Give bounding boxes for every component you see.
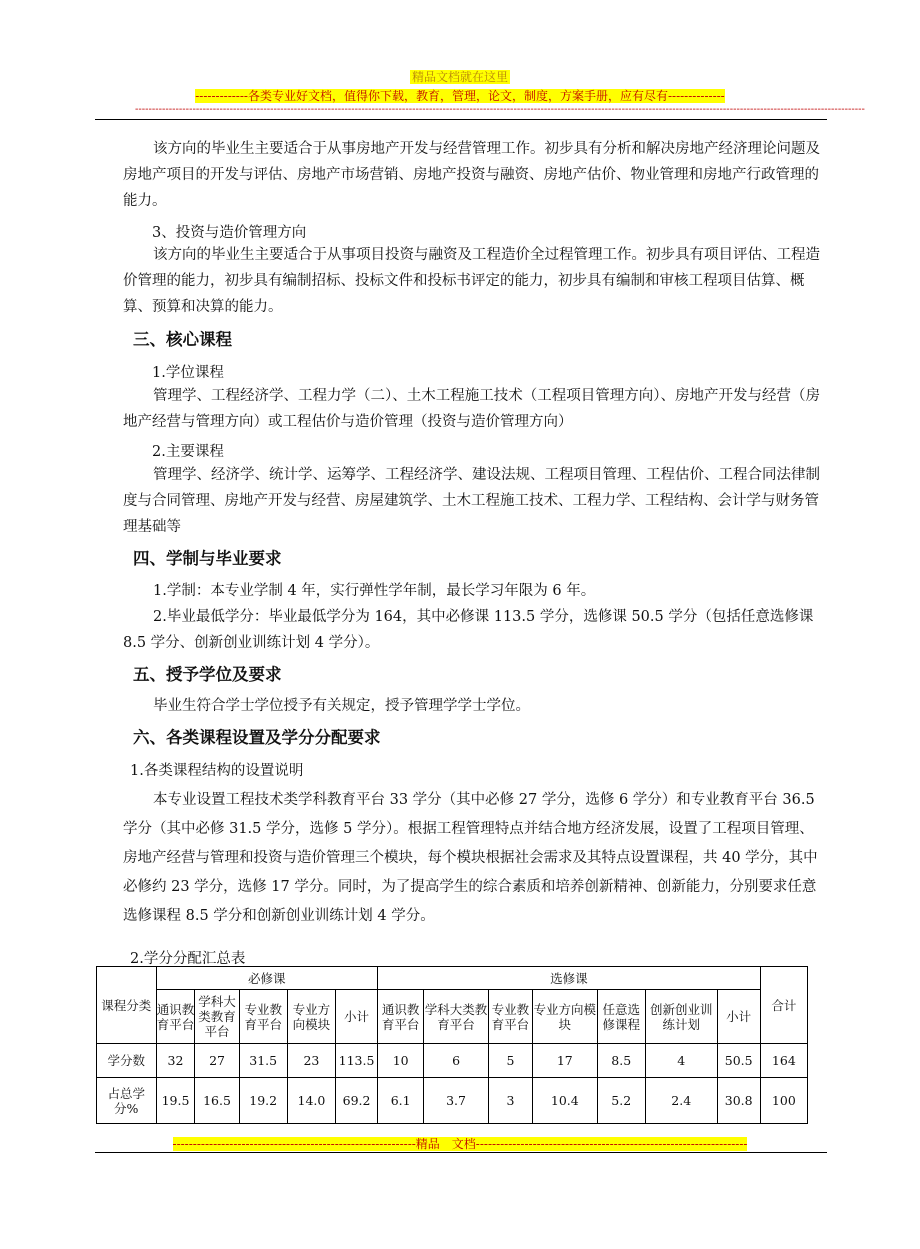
table-cell: 16.5	[195, 1078, 239, 1124]
table-cell: 27	[195, 1044, 239, 1078]
col-header: 专业方向模块	[287, 990, 335, 1044]
col-header: 学科大类教育平台	[424, 990, 489, 1044]
table-cell: 19.5	[156, 1078, 195, 1124]
col-header: 任意选修课程	[597, 990, 645, 1044]
table-cell: 50.5	[717, 1044, 760, 1078]
col-header: 小计	[717, 990, 760, 1044]
col-header: 小计	[336, 990, 378, 1044]
table-cell: 4	[645, 1044, 717, 1078]
table-cell: 69.2	[336, 1078, 378, 1124]
table-cell: 6.1	[378, 1078, 424, 1124]
table-cell: 5	[488, 1044, 532, 1078]
col-header: 通识教育平台	[378, 990, 424, 1044]
table-cell: 19.2	[239, 1078, 287, 1124]
table-cell: 100	[760, 1078, 807, 1124]
header-rule	[95, 119, 827, 120]
footer-rule	[95, 1152, 827, 1153]
table-cell: 6	[424, 1044, 489, 1078]
table-cell: 31.5	[239, 1044, 287, 1078]
table-cell: 113.5	[336, 1044, 378, 1078]
row-label: 学分数	[97, 1044, 157, 1078]
header-required: 必修课	[156, 967, 378, 990]
header-title: 精品文档就在这里	[411, 70, 508, 84]
col-header: 专业方向模块	[532, 990, 597, 1044]
col-header: 专业教育平台	[239, 990, 287, 1044]
table-cell: 23	[287, 1044, 335, 1078]
table-cell: 3	[488, 1078, 532, 1124]
sec5-p1: 毕业生符合学士学位授予有关规定，授予管理学学士学位。	[153, 698, 530, 714]
table-cell: 14.0	[287, 1078, 335, 1124]
table-cell: 30.8	[717, 1078, 760, 1124]
sec4-p2: 2.毕业最低学分：毕业最低学分为 164，其中必修课 113.5 学分，选修课 50.5 学分（包括任意选修课 8.5 学分、创新创业训练计划 4 学分）。	[123, 609, 814, 651]
table-cell: 32	[156, 1044, 195, 1078]
table-cell: 17	[532, 1044, 597, 1078]
table-cell: 5.2	[597, 1078, 645, 1124]
table-row	[97, 1078, 808, 1124]
sec3-sub1: 1.学位课程	[152, 365, 224, 381]
table-corner: 课程分类	[97, 967, 157, 1044]
header-elective: 选修课	[378, 967, 761, 990]
sec3-para1: 管理学、工程经济学、工程力学（二）、土木工程施工技术（工程项目管理方向）、房地产开发与经营（房地产经营与管理方向）或工程估价与造价管理（投资与造价管理方向）	[123, 388, 820, 430]
table-row	[97, 1044, 808, 1078]
col-header: 学科大类教育平台	[195, 990, 239, 1044]
sec6-title: 六、各类课程设置及学分分配要求	[133, 728, 381, 747]
footer-banner: ------------------------------------------------------------精品 文档-------------------------------------------------------------------	[172, 1137, 748, 1151]
col-header: 创新创业训练计划	[645, 990, 717, 1044]
sec6-sub2: 2.学分分配汇总表	[130, 951, 246, 967]
sec4-title: 四、学制与毕业要求	[133, 549, 282, 568]
header-total: 合计	[760, 967, 807, 1044]
header-dashes: ------------------------------------------------------------------------------------------------------------------------------------------------------------------------------------------------------------------------	[135, 104, 865, 115]
credit-table	[96, 966, 808, 1124]
sec3-para2: 管理学、经济学、统计学、运筹学、工程经济学、建设法规、工程项目管理、工程估价、工程合同法律制度与合同管理、房地产开发与经营、房屋建筑学、土木工程施工技术、工程力学、工程结构、会计学与财务管理基础等	[123, 467, 820, 535]
para-realestate: 该方向的毕业生主要适合于从事房地产开发与经营管理工作。初步具有分析和解决房地产经济理论问题及房地产项目的开发与评估、房地产市场营销、房地产投资与融资、房地产估价、物业管理和房地产行政管理的能力。	[123, 141, 820, 209]
sec4-p1: 1.学制：本专业学制 4 年，实行弹性学年制，最长学习年限为 6 年。	[153, 583, 596, 599]
sec3-sub2: 2.主要课程	[152, 444, 224, 460]
table-cell: 2.4	[645, 1078, 717, 1124]
table-cell: 164	[760, 1044, 807, 1078]
sec5-title: 五、授予学位及要求	[133, 665, 282, 684]
sec3-title: 三、核心课程	[133, 330, 232, 349]
row-label: 占总学分%	[97, 1078, 157, 1124]
para-invest: 该方向的毕业生主要适合于从事项目投资与融资及工程造价全过程管理工作。初步具有项目评估、工程造价管理的能力，初步具有编制招标、投标文件和投标书评定的能力，初步具有编制和审核工程项目估算、概算、预算和决算的能力。	[123, 247, 820, 315]
col-header: 通识教育平台	[156, 990, 195, 1044]
header-tagline: -------------各类专业好文档，值得你下载，教育，管理，论文，制度，方案手册，应有尽有--------------	[195, 89, 725, 103]
table-cell: 10	[378, 1044, 424, 1078]
col-header: 专业教育平台	[488, 990, 532, 1044]
sec6-sub1: 1.各类课程结构的设置说明	[130, 763, 304, 779]
table-cell: 3.7	[424, 1078, 489, 1124]
sec6-para: 本专业设置工程技术类学科教育平台 33 学分（其中必修 27 学分，选修 6 学分）和专业教育平台 36.5 学分（其中必修 31.5 学分，选修 5 学分）。根据工程管理特点并结合地方经济发展，设置了工程项目管理、房地产经营与管理和投资与造价管理三个模块，每个模块根据社会需求及其特点设置课程，共 40 学分，其中必修约 23 学分，选修 17 学分。同时，为了提高学生的综合素质和培养创新精神、创新能力，分别要求任意选修课程 8.5 学分和创新创业训练计划 4 学分。	[123, 792, 818, 924]
table-cell: 10.4	[532, 1078, 597, 1124]
dir3-title: 3、投资与造价管理方向	[152, 225, 307, 241]
table-cell: 8.5	[597, 1044, 645, 1078]
